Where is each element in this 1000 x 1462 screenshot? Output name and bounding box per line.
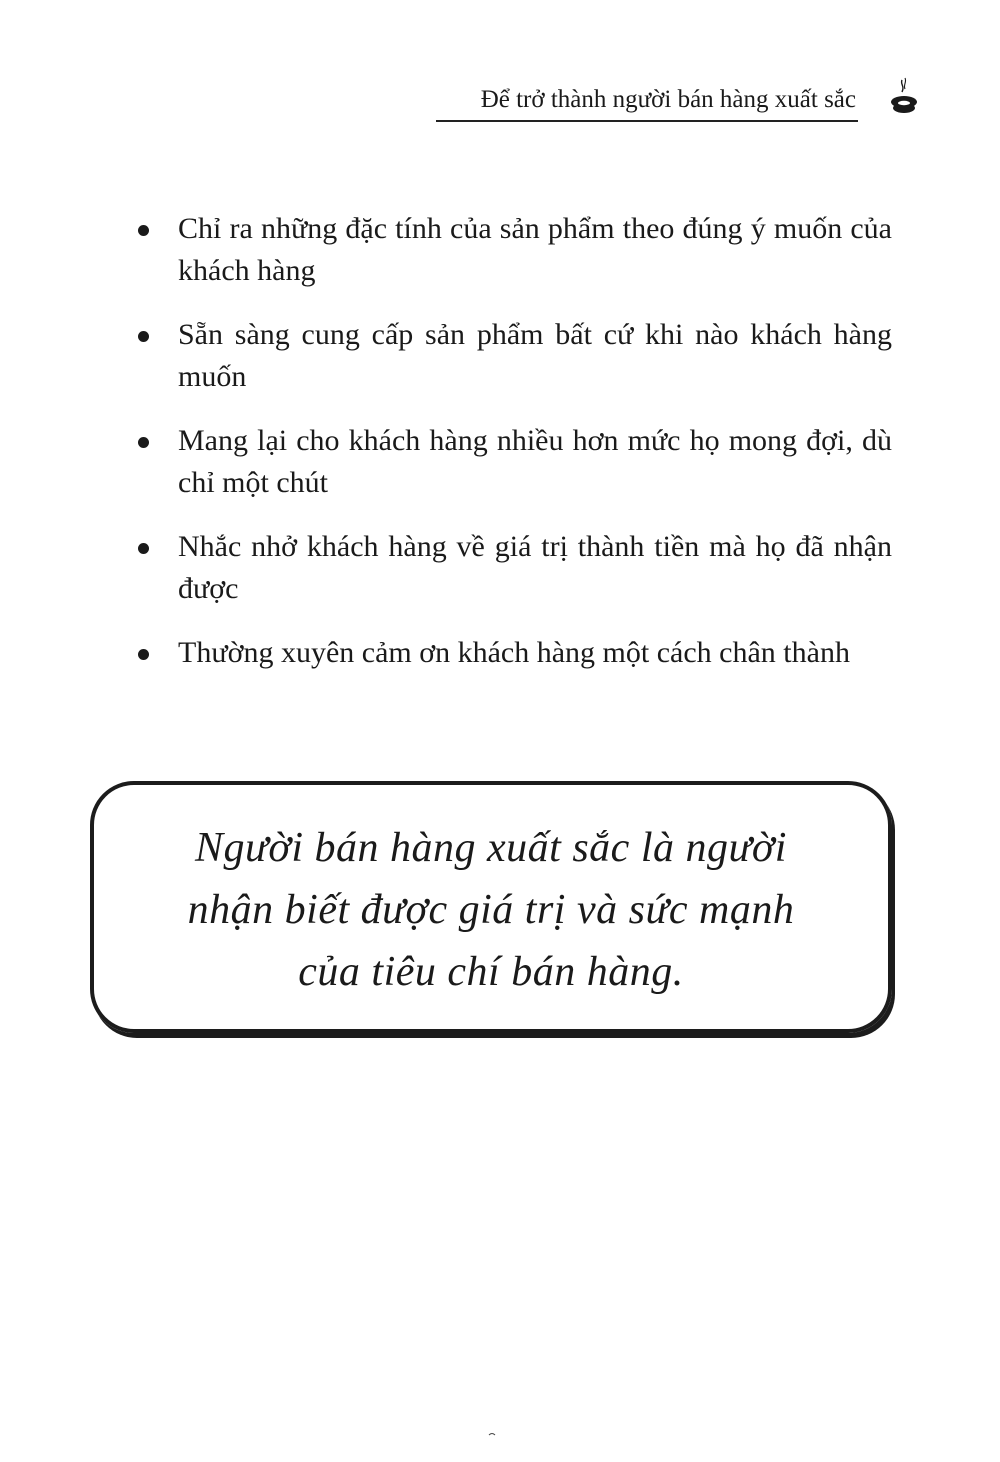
bullet-dot (138, 649, 149, 660)
bullet-dot (138, 437, 149, 448)
list-item (132, 420, 892, 504)
list-item-text: Mang lại cho khách hàng nhiều hơn mức họ mong đợi, dù chỉ một chút (178, 424, 892, 499)
burning-candle-icon (887, 74, 921, 120)
list-item (132, 632, 892, 674)
list-item (132, 208, 892, 292)
print-speck (488, 1432, 496, 1436)
list-item (132, 526, 892, 610)
bullet-dot (138, 543, 149, 554)
bullet-dot (138, 331, 149, 342)
list-item-text: Chỉ ra những đặc tính của sản phẩm theo đúng ý muốn của khách hàng (178, 212, 892, 287)
list-item-text: Nhắc nhở khách hàng về giá trị thành tiền mà họ đã nhận được (178, 530, 892, 605)
running-header (436, 84, 858, 122)
list-item-text: Sẵn sàng cung cấp sản phẩm bất cứ khi nào khách hàng muốn (178, 318, 892, 393)
bullet-list (132, 208, 892, 696)
bullet-dot (138, 225, 149, 236)
quote-line: của tiêu chí bán hàng. (298, 949, 684, 995)
quote-line: Người bán hàng xuất sắc là người (195, 825, 787, 871)
quote-box (90, 781, 892, 1033)
list-item-text: Thường xuyên cảm ơn khách hàng một cách chân thành (178, 636, 850, 669)
quote-line: nhận biết được giá trị và sức mạnh (187, 887, 795, 933)
list-item (132, 314, 892, 398)
running-title: Để trở thành người bán hàng xuất sắc (480, 86, 856, 113)
quote-text (134, 817, 848, 1003)
